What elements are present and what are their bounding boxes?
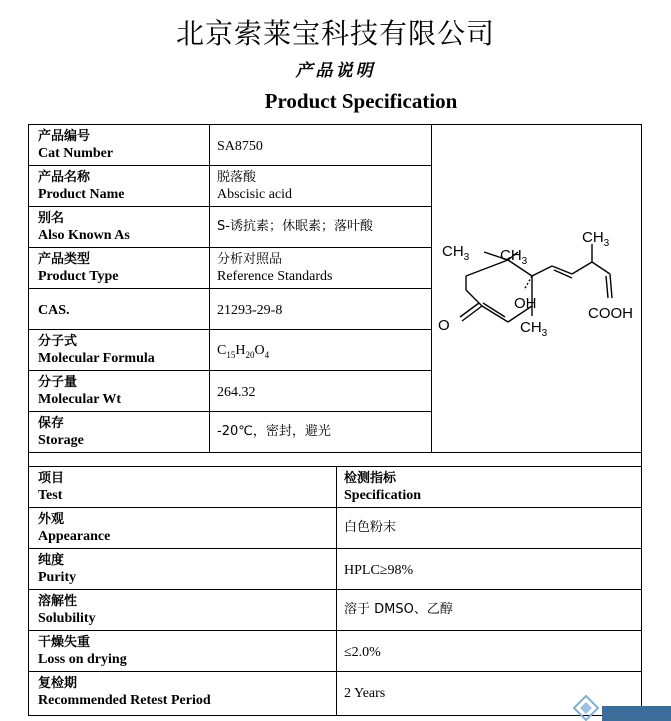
methyl-label: $CH_3$	[520, 319, 548, 339]
label-storage: 保存 Storage	[38, 416, 84, 448]
spec-purity: HPLC≥98%	[344, 563, 414, 578]
label-also-known-as: 别名 Also Known As	[38, 211, 130, 243]
document-subtitle: 产品说明	[295, 61, 376, 81]
oxygen-label: O	[438, 317, 450, 334]
divider	[28, 165, 431, 166]
spec-retest-period: 2 Years	[344, 686, 386, 701]
header-test: 项目 Test	[38, 471, 65, 503]
label-product-name: 产品名称 Product Name	[38, 170, 125, 202]
divider	[28, 288, 431, 289]
divider	[28, 247, 431, 248]
spec-solubility: 溶于 DMSO、乙醇	[344, 602, 453, 617]
spec-appearance: 白色粉末	[344, 520, 397, 535]
methyl-label: $CH_3$	[582, 229, 610, 249]
value-cat-number: SA8750	[217, 139, 263, 154]
test-retest-period: 复检期 Recommended Retest Period	[38, 676, 211, 708]
value-storage: -20℃，密封，避光	[217, 424, 331, 439]
test-solubility: 溶解性 Solubility	[38, 594, 96, 626]
divider	[28, 507, 642, 508]
divider	[28, 452, 642, 453]
label-cat-number: 产品编号 Cat Number	[38, 129, 114, 161]
divider	[28, 329, 431, 330]
divider	[28, 370, 431, 371]
header-specification: 检测指标 Specification	[344, 471, 421, 503]
value-product-type: 分析对照品 Reference Standards	[217, 252, 333, 284]
divider	[28, 548, 642, 549]
company-name: 北京索莱宝科技有限公司	[175, 17, 495, 50]
value-product-name: 脱落酸 Abscisic acid	[217, 170, 293, 202]
value-also-known-as: S-诱抗素；休眠素；落叶酸	[217, 219, 373, 234]
methyl-label: $CH_3$	[442, 243, 470, 263]
test-appearance: 外观 Appearance	[38, 512, 111, 544]
divider	[28, 589, 642, 590]
label-cas: CAS.	[38, 303, 70, 318]
test-loss-on-drying: 干燥失重 Loss on drying	[38, 635, 127, 667]
divider	[28, 411, 431, 412]
label-molecular-wt: 分子量 Molecular Wt	[38, 375, 122, 407]
label-molecular-formula: 分子式 Molecular Formula	[38, 334, 155, 366]
hydroxyl-label: OH	[514, 295, 537, 312]
chemical-structure-diagram	[432, 226, 642, 346]
spec-loss-on-drying: ≤2.0%	[344, 645, 381, 660]
label-product-type: 产品类型 Product Type	[38, 252, 119, 284]
test-purity: 纯度 Purity	[38, 553, 77, 585]
document-title: Product Specification	[264, 89, 458, 113]
divider	[28, 671, 642, 672]
value-cas: 21293-29-8	[217, 303, 283, 318]
divider	[336, 466, 337, 716]
methyl-label: $CH_3$	[500, 247, 528, 267]
value-molecular-formula: $C_{15}H_{20}O_4$	[217, 343, 270, 360]
divider	[28, 206, 431, 207]
divider	[28, 466, 642, 467]
watermark-logo-icon	[572, 694, 671, 721]
carboxyl-label: COOH	[588, 305, 633, 322]
divider	[28, 630, 642, 631]
value-molecular-wt: 264.32	[217, 385, 256, 400]
